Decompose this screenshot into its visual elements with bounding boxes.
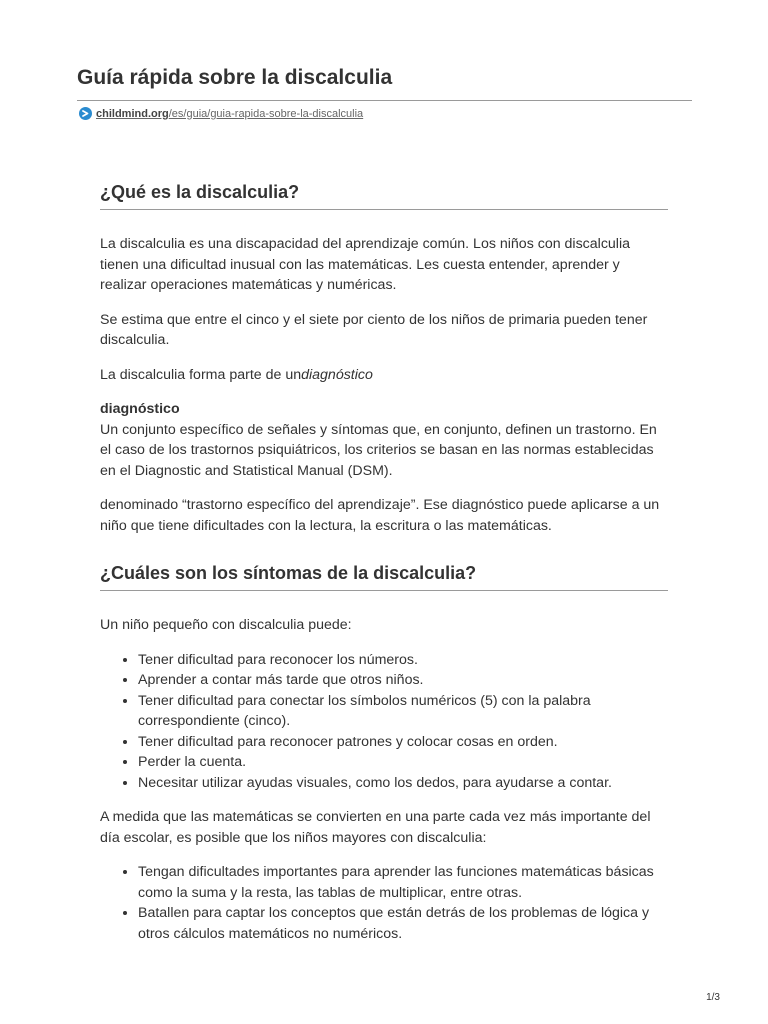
definition-box (100, 399, 668, 481)
list-item: • Tengan dificultades importantes para aprender las funciones matemáticas básicas como la suma y la resta, las tablas de multiplicar, entre otras. (138, 862, 668, 903)
definition-term: diagnóstico (100, 401, 180, 417)
list-item: • Tener dificultad para reconocer los números. (138, 650, 668, 671)
symptom-list-young (100, 650, 668, 794)
paragraph: Se estima que entre el cinco y el siete por ciento de los niños de primaria pueden tener discalculia. (100, 311, 648, 348)
list-item: • Necesitar utilizar ayudas visuales, como los dedos, para ayudarse a contar. (138, 773, 668, 794)
list-item: • Tener dificultad para reconocer patrones y colocar cosas en orden. (138, 732, 668, 753)
source-link[interactable] (79, 107, 363, 120)
source-url[interactable] (96, 108, 363, 120)
source-path: /es/guia/guia-rapida-sobre-la-discalculia (168, 107, 364, 120)
paragraph: La discalculia es una discapacidad del aprendizaje común. Los niños con discalculia tienen una dificultad inusual con las matemáticas. Les cuesta entender, aprender y realizar operaciones matemáticas y numéricas. (100, 236, 630, 293)
paragraph (100, 365, 668, 386)
paragraph: Un niño pequeño con discalculia puede: (100, 617, 352, 633)
page-title: Guía rápida sobre la discalculia (77, 66, 393, 89)
paragraph-text: La discalculia forma parte de un (100, 366, 302, 383)
list-item: • Aprender a contar más tarde que otros niños. (138, 670, 668, 691)
page-number: 1/3 (706, 992, 720, 1003)
paragraph: denominado “trastorno específico del aprendizaje”. Ese diagnóstico puede aplicarse a un niño que tiene dificultades con la lectura, la escritura o las matemáticas. (100, 497, 660, 534)
definition-text: Un conjunto específico de señales y síntomas que, en conjunto, definen un trastorno. En el caso de los trastornos psiquiátricos, los criterios se basan en las normas establecidas en el Diagnostic and Statistical Manual (DSM). (100, 421, 657, 479)
source-domain: childmind.org (96, 107, 169, 120)
symptom-list-older (100, 862, 668, 944)
title-divider (77, 100, 692, 101)
list-item: • Perder la cuenta. (138, 752, 668, 773)
section-heading-what-is: ¿Qué es la discalculia? (100, 180, 668, 210)
link-icon (79, 107, 92, 120)
list-item: • Batallen para captar los conceptos que están detrás de los problemas de lógica y otros cálculos matemáticos no numéricos. (138, 903, 668, 944)
diagnostico-term-link[interactable]: diagnóstico (301, 366, 373, 383)
article-body (100, 180, 668, 958)
list-item: • Tener dificultad para conectar los símbolos numéricos (5) con la palabra correspondiente (cinco). (138, 691, 668, 732)
section-heading-symptoms: ¿Cuáles son los síntomas de la discalculia? (100, 561, 668, 591)
paragraph: A medida que las matemáticas se convierten en una parte cada vez más importante del día escolar, es posible que los niños mayores con discalculia: (100, 809, 651, 846)
